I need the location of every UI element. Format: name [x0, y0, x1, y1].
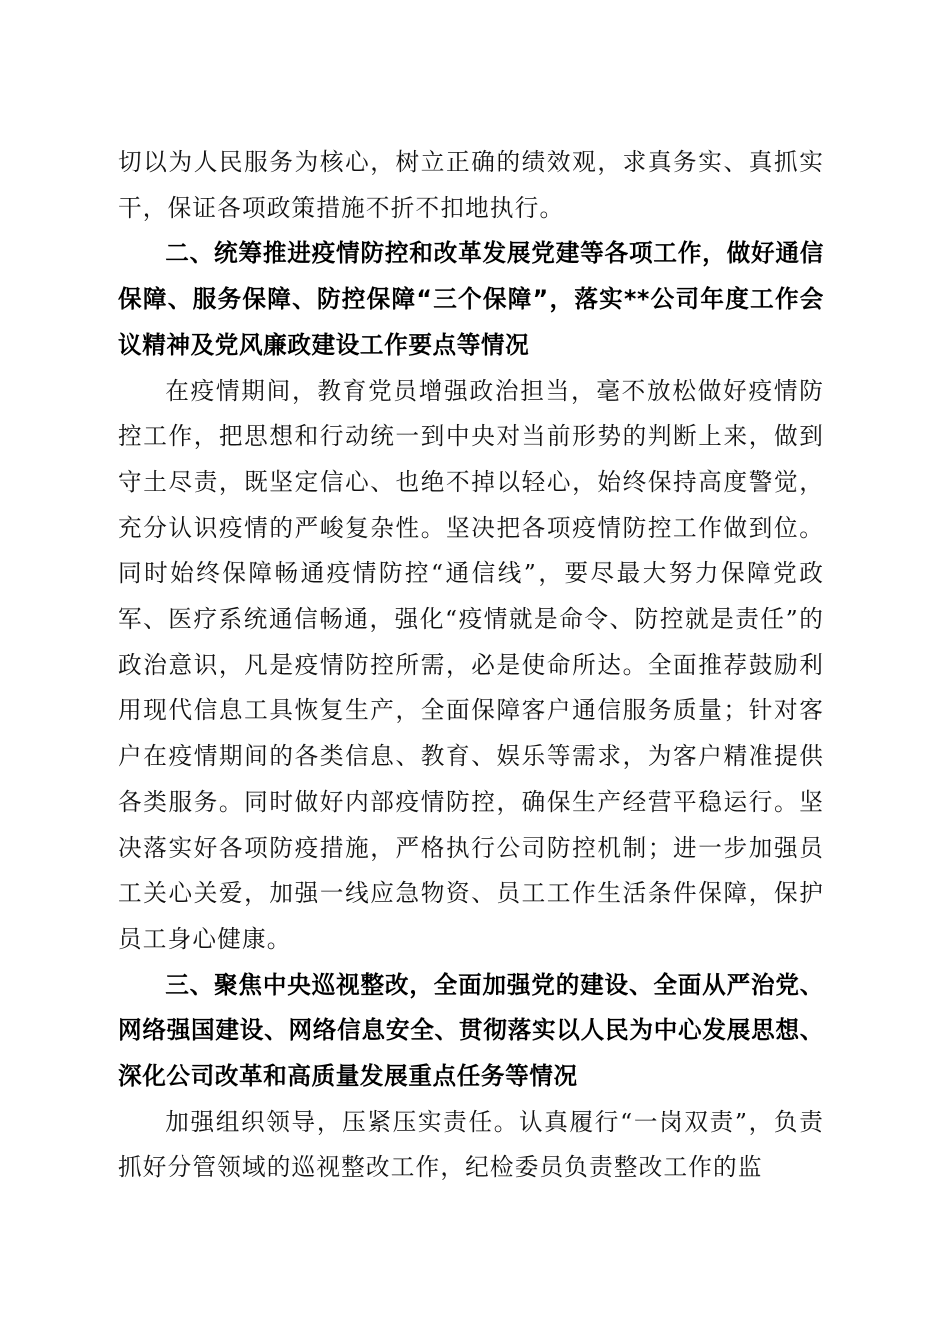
paragraph-organization-leadership: 加强组织领导，压紧压实责任。认真履行“一岗双责”，负责抓好分管领域的巡视整改工作，纪检委员负责整改工作的监: [118, 1107, 824, 1182]
paragraph-continuation: 切以为人民服务为核心，树立正确的绩效观，求真务实、真抓实干，保证各项政策措施不折不扣地执行。: [118, 148, 824, 222]
document-body: [118, 140, 824, 1191]
section-heading-three: 三、聚焦中央巡视整改，全面加强党的建设、全面从严治党、网络强国建设、网络信息安全、贯彻落实以人民为中心发展思想、深化公司改革和高质量发展重点任务等情况: [118, 970, 824, 1091]
section-heading-two: 二、统筹推进疫情防控和改革发展党建等各项工作，做好通信保障、服务保障、防控保障“三个保障”，落实**公司年度工作会议精神及党风廉政建设工作要点等情况: [118, 239, 824, 359]
paragraph-epidemic-prevention: 在疫情期间，教育党员增强政治担当，毫不放松做好疫情防控工作，把思想和行动统一到中央对当前形势的判断上来，做到守土尽责，既坚定信心、也绝不掉以轻心，始终保持高度警觉，充分认识疫情的严峻复杂性。坚决把各项疫情防控工作做到位。同时始终保障畅通疫情防控“通信线”，要尽最大努力保障党政军、医疗系统通信畅通，强化“疫情就是命令、防控就是责任”的政治意识，凡是疫情防控所需，必是使命所达。全面推荐鼓励利用现代信息工具恢复生产，全面保障客户通信服务质量；针对客户在疫情期间的各类信息、教育、娱乐等需求，为客户精准提供各类服务。同时做好内部疫情防控，确保生产经营平稳运行。坚决落实好各项防疫措施，严格执行公司防控机制；进一步加强员工关心关爱，加强一线应急物资、员工工作生活条件保障，保护员工身心健康。: [118, 376, 824, 953]
